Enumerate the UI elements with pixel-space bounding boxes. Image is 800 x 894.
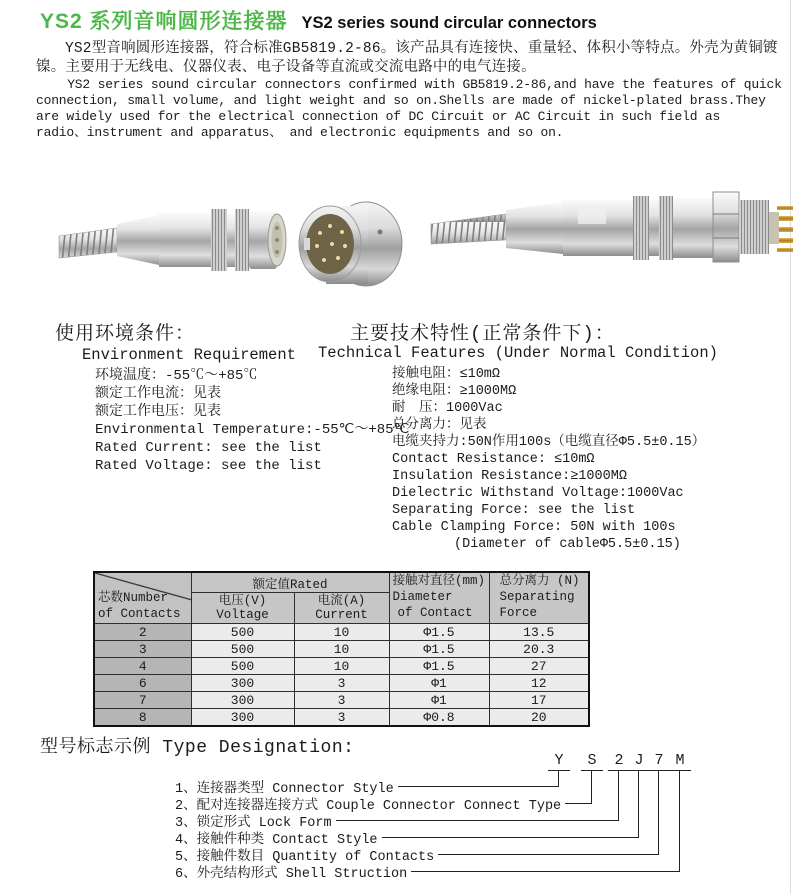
intro-paragraphs bbox=[36, 40, 788, 141]
spec-cell: 500 bbox=[191, 658, 294, 675]
connector-photo-panel-gold-pins bbox=[428, 182, 793, 302]
table-row bbox=[94, 624, 589, 641]
voltage-header: 电压(V) Voltage bbox=[191, 593, 294, 624]
environment-line: Rated Current: see the list bbox=[95, 440, 322, 456]
spec-cell: 27 bbox=[489, 658, 589, 675]
type-designation-heading: 型号标志示例 Type Designation: bbox=[40, 738, 355, 758]
intro-en-line: YS2 series sound circular connectors confirmed with GB5819.2-86,and have the features of quick bbox=[67, 77, 782, 92]
technical-line: (Diameter of cableΦ5.5±0.15) bbox=[454, 537, 681, 552]
spec-cell: Φ1.5 bbox=[389, 658, 489, 675]
code-underline bbox=[648, 770, 670, 771]
spec-cell: Φ1.5 bbox=[389, 624, 489, 641]
spec-cell: Φ0.8 bbox=[389, 709, 489, 727]
technical-line: Contact Resistance: ≤10mΩ bbox=[392, 452, 595, 467]
knurl-band bbox=[659, 196, 673, 260]
code-letter: Y bbox=[554, 752, 564, 769]
table-row bbox=[94, 658, 589, 675]
table-row bbox=[94, 675, 589, 692]
technical-line: 绝缘电阻：≥1000MΩ bbox=[392, 384, 517, 399]
intro-en-line: radio、instrument and apparatus、 and electronic equipments and so on. bbox=[36, 125, 564, 140]
code-letter: 7 bbox=[654, 752, 664, 769]
spec-cell: 3 bbox=[294, 709, 389, 727]
spec-cell: 4 bbox=[94, 658, 191, 675]
cable-spring bbox=[59, 228, 117, 258]
environment-lines bbox=[95, 367, 409, 475]
connector-photo-socket-front bbox=[288, 194, 408, 294]
designation-item: 1、连接器类型 Connector Style bbox=[175, 777, 559, 795]
code-underline bbox=[608, 770, 630, 771]
environment-line: 额定工作电压：见表 bbox=[95, 404, 221, 420]
code-letter: M bbox=[675, 752, 685, 769]
spec-cell: 12 bbox=[489, 675, 589, 692]
corner-label-cn: 芯数Number bbox=[98, 591, 169, 605]
page-title-cn: YS2 系列音响圆形连接器 bbox=[40, 10, 288, 33]
code-underline bbox=[628, 770, 650, 771]
technical-line: Cable Clamping Force: 50N with 100s bbox=[392, 520, 676, 535]
spec-cell: 10 bbox=[294, 641, 389, 658]
table-row bbox=[94, 692, 589, 709]
designation-item: 3、锁定形式 Lock Form bbox=[175, 811, 619, 829]
corner-label-en: of Contacts bbox=[98, 607, 181, 621]
designation-item: 6、外壳结构形式 Shell Struction bbox=[175, 862, 680, 880]
spec-cell: 7 bbox=[94, 692, 191, 709]
plug-taper bbox=[506, 202, 563, 254]
intro-cn-line: 镍。主要用于无线电、仪器仪表、电子设备等直流或交流电路中的电气连接。 bbox=[36, 59, 536, 76]
technical-line: Separating Force: see the list bbox=[392, 503, 636, 518]
page-title-en: YS2 series sound circular connectors bbox=[301, 14, 597, 32]
threaded-section bbox=[739, 200, 769, 254]
environment-heading-en: Environment Requirement bbox=[82, 346, 296, 364]
code-underline bbox=[548, 770, 570, 771]
environment-line: 环境温度：-55℃～+85℃ bbox=[95, 368, 258, 384]
environment-line: Rated Voltage: see the list bbox=[95, 458, 322, 474]
spec-cell: 3 bbox=[294, 675, 389, 692]
environment-line: Environmental Temperature:-55℃～+85℃ bbox=[95, 422, 410, 438]
spec-cell: 300 bbox=[191, 675, 294, 692]
plug-taper bbox=[117, 215, 159, 265]
connector-photo-plug-spring bbox=[55, 188, 290, 298]
code-letter: J bbox=[634, 752, 644, 769]
spec-cell: 17 bbox=[489, 692, 589, 709]
table-row bbox=[94, 641, 589, 658]
intro-en-line: connection, small volume, and light weight and so on.Shells are made of nickel-plated brass.They bbox=[36, 93, 766, 108]
intro-cn-line: YS2型音响圆形连接器，符合标准GB5819.2-86。该产品具有连接快、重量轻、体积小等特点。外壳为黄铜镀 bbox=[65, 41, 778, 57]
spec-cell: Φ1 bbox=[389, 692, 489, 709]
spec-cell: 3 bbox=[294, 692, 389, 709]
spec-cell: 8 bbox=[94, 709, 191, 727]
spec-cell: Φ1.5 bbox=[389, 641, 489, 658]
table-header-row bbox=[94, 572, 589, 593]
spec-cell: 500 bbox=[191, 641, 294, 658]
knurl-band bbox=[211, 209, 227, 271]
spec-cell: 2 bbox=[94, 624, 191, 641]
technical-line: 总分离力：见表 bbox=[392, 418, 487, 433]
environment-line: 额定工作电流：见表 bbox=[95, 386, 221, 402]
environment-heading-cn: 使用环境条件： bbox=[55, 323, 196, 345]
page-edge-divider bbox=[790, 0, 791, 894]
code-letter: S bbox=[587, 752, 597, 769]
force-header: 总分离力 (N) Separating Force bbox=[489, 572, 589, 624]
spec-cell: 20.3 bbox=[489, 641, 589, 658]
technical-line: Dielectric Withstand Voltage:1000Vac bbox=[392, 486, 684, 501]
intro-en-line: are widely used for the electrical connection of DC Circuit or AC Circuit in such field as bbox=[36, 109, 721, 124]
environment-section bbox=[55, 318, 410, 474]
spec-cell: Φ1 bbox=[389, 675, 489, 692]
technical-lines bbox=[392, 366, 705, 553]
technical-heading-en: Technical Features (Under Normal Condition) bbox=[318, 344, 718, 362]
code-underline bbox=[581, 770, 603, 771]
cable-spring bbox=[431, 214, 506, 244]
spec-cell: 500 bbox=[191, 624, 294, 641]
spec-cell: 6 bbox=[94, 675, 191, 692]
knurl-band bbox=[235, 209, 249, 271]
technical-line: 电缆夹持力:50N作用100s（电缆直径Φ5.5±0.15） bbox=[392, 435, 706, 450]
spec-cell: 10 bbox=[294, 624, 389, 641]
rated-group-header: 额定值Rated bbox=[191, 572, 389, 593]
spec-cell: 20 bbox=[489, 709, 589, 727]
corner-cell bbox=[94, 572, 191, 624]
technical-line: 接触电阻：≤10mΩ bbox=[392, 367, 501, 382]
page-title bbox=[40, 5, 597, 35]
technical-heading-cn: 主要技术特性(正常条件下)： bbox=[350, 323, 615, 345]
spec-cell: 300 bbox=[191, 709, 294, 727]
code-underline bbox=[669, 770, 691, 771]
diameter-header: 接触对直径(mm) Diameter of Contact bbox=[389, 572, 489, 624]
designation-connector-line bbox=[658, 771, 659, 854]
plug-body bbox=[159, 213, 211, 267]
insert bbox=[769, 212, 779, 244]
spec-cell: 3 bbox=[94, 641, 191, 658]
code-letter: 2 bbox=[614, 752, 624, 769]
table-row bbox=[94, 709, 589, 727]
spec-table bbox=[93, 571, 590, 727]
knurl-band bbox=[633, 196, 649, 260]
spec-cell: 13.5 bbox=[489, 624, 589, 641]
spec-cell: 10 bbox=[294, 658, 389, 675]
gold-pins bbox=[777, 206, 793, 252]
technical-line: 耐 压：1000Vac bbox=[392, 401, 503, 416]
designation-item: 5、接触件数目 Quantity of Contacts bbox=[175, 845, 659, 863]
spec-cell: 300 bbox=[191, 692, 294, 709]
designation-item: 4、接触件种类 Contact Style bbox=[175, 828, 639, 846]
current-header: 电流(A) Current bbox=[294, 593, 389, 624]
hex-nut bbox=[713, 192, 739, 262]
designation-item: 2、配对连接器连接方式 Couple Connector Connect Type bbox=[175, 794, 592, 812]
technical-line: Insulation Resistance:≥1000MΩ bbox=[392, 469, 627, 484]
key-notch bbox=[304, 238, 310, 250]
designation-connector-line bbox=[679, 771, 680, 871]
